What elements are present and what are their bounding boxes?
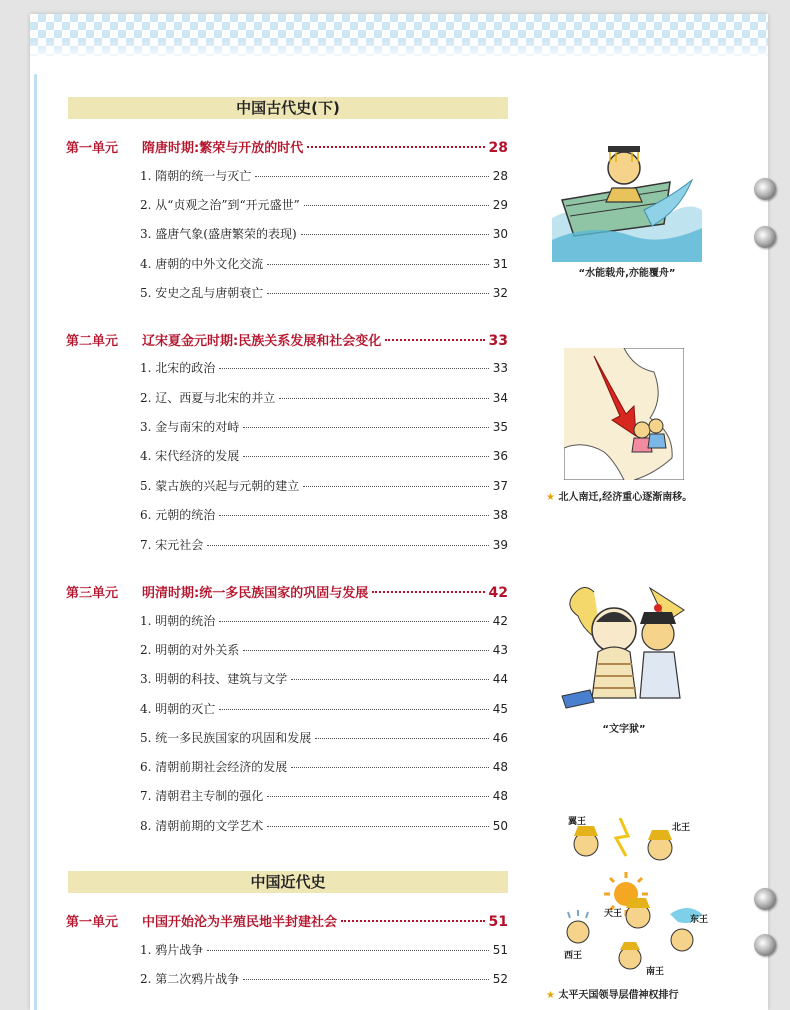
toc-entry[interactable] bbox=[140, 447, 508, 467]
leader-dots bbox=[243, 456, 488, 457]
label-xiwang: 西王 bbox=[564, 951, 583, 961]
checker-fade bbox=[30, 40, 768, 62]
toc-entry[interactable] bbox=[140, 700, 508, 720]
unit-heading[interactable] bbox=[66, 137, 508, 157]
entry-page: 35 bbox=[492, 420, 508, 434]
entry-title: 3. 盛唐气象(盛唐繁荣的表现) bbox=[140, 227, 297, 241]
entry-page: 42 bbox=[492, 614, 508, 628]
toc-entry[interactable] bbox=[140, 477, 508, 497]
entry-title: 4. 唐朝的中外文化交流 bbox=[140, 257, 264, 271]
entry-title: 5. 安史之乱与唐朝衰亡 bbox=[140, 286, 264, 300]
leader-dots bbox=[207, 950, 488, 951]
caption-taiping-text: 太平天国领导层借神权排行 bbox=[558, 990, 679, 1001]
toc-entry[interactable] bbox=[140, 284, 508, 304]
entry-page: 30 bbox=[492, 227, 508, 241]
entry-page: 52 bbox=[492, 972, 508, 986]
leader-dots bbox=[372, 591, 484, 593]
leader-dots bbox=[291, 679, 488, 680]
entry-title: 5. 蒙古族的兴起与元朝的建立 bbox=[140, 479, 300, 493]
entry-page: 37 bbox=[492, 479, 508, 493]
toc-entry[interactable] bbox=[140, 758, 508, 778]
entry-title: 2. 从“贞观之治”到“开元盛世” bbox=[140, 198, 300, 212]
leader-dots bbox=[303, 486, 488, 487]
leader-dots bbox=[219, 368, 488, 369]
leader-dots bbox=[243, 979, 488, 980]
unit-label: 第一单元 bbox=[66, 141, 119, 156]
entry-title: 8. 清朝前期的文学艺术 bbox=[140, 819, 264, 833]
entry-page: 29 bbox=[492, 198, 508, 212]
toc-entry[interactable] bbox=[140, 612, 508, 632]
entry-title: 1. 隋朝的统一与灭亡 bbox=[140, 169, 252, 183]
leader-dots bbox=[267, 293, 488, 294]
section-title-modern: 中国近代史 bbox=[68, 871, 508, 893]
leader-dots bbox=[255, 176, 488, 177]
entry-title: 7. 宋元社会 bbox=[140, 538, 204, 552]
entry-title: 2. 明朝的对外关系 bbox=[140, 643, 240, 657]
leader-dots bbox=[341, 920, 485, 922]
toc-page bbox=[30, 14, 768, 1010]
entry-page: 28 bbox=[492, 169, 508, 183]
entry-title: 7. 清朝君主专制的强化 bbox=[140, 789, 264, 803]
entry-title: 1. 明朝的统治 bbox=[140, 614, 216, 628]
label-beiwang: 北王 bbox=[672, 823, 691, 833]
toc-entry[interactable] bbox=[140, 418, 508, 438]
leader-dots bbox=[279, 398, 488, 399]
toc-entry[interactable] bbox=[140, 817, 508, 837]
unit-heading[interactable] bbox=[66, 330, 508, 350]
entry-page: 45 bbox=[492, 702, 508, 716]
entry-title: 3. 金与南宋的对峙 bbox=[140, 420, 240, 434]
binder-ring-icon bbox=[754, 888, 776, 910]
binder-ring-icon bbox=[754, 226, 776, 248]
migration-map-illustration bbox=[564, 348, 684, 480]
toc-entry[interactable] bbox=[140, 167, 508, 187]
entry-page: 48 bbox=[492, 760, 508, 774]
toc-entry[interactable] bbox=[140, 359, 508, 379]
leader-dots bbox=[385, 339, 484, 341]
leader-dots bbox=[267, 796, 488, 797]
leader-dots bbox=[219, 621, 488, 622]
entry-page: 34 bbox=[492, 391, 508, 405]
entry-title: 3. 明朝的科技、建筑与文学 bbox=[140, 672, 288, 686]
entry-title: 4. 宋代经济的发展 bbox=[140, 449, 240, 463]
toc-entry[interactable] bbox=[140, 389, 508, 409]
unit-label: 第三单元 bbox=[66, 586, 119, 601]
entry-title: 1. 鸦片战争 bbox=[140, 943, 204, 957]
caption-inquisition: “文字狱” bbox=[602, 724, 646, 735]
entry-title: 5. 统一多民族国家的巩固和发展 bbox=[140, 731, 312, 745]
unit-label: 第二单元 bbox=[66, 334, 119, 349]
label-tianwang: 天王 bbox=[604, 909, 623, 919]
caption-taiping bbox=[546, 986, 746, 1001]
toc-entry[interactable] bbox=[140, 506, 508, 526]
leader-dots bbox=[219, 709, 488, 710]
label-dongwang: 东王 bbox=[690, 915, 709, 925]
leader-dots bbox=[207, 545, 488, 546]
caption-migration-text: 北人南迁,经济重心逐渐南移。 bbox=[558, 492, 693, 503]
entry-title: 6. 元朝的统治 bbox=[140, 508, 216, 522]
entry-title: 2. 辽、西夏与北宋的并立 bbox=[140, 391, 276, 405]
entry-page: 51 bbox=[492, 943, 508, 957]
entry-title: 2. 第二次鸦片战争 bbox=[140, 972, 240, 986]
unit-page: 28 bbox=[488, 140, 508, 156]
leader-dots bbox=[307, 146, 484, 148]
toc-entry[interactable] bbox=[140, 641, 508, 661]
leader-dots bbox=[219, 515, 488, 516]
toc-entry[interactable] bbox=[140, 536, 508, 556]
entry-page: 50 bbox=[492, 819, 508, 833]
entry-page: 48 bbox=[492, 789, 508, 803]
entry-page: 39 bbox=[492, 538, 508, 552]
entry-page: 36 bbox=[492, 449, 508, 463]
section-title-ancient: 中国古代史(下) bbox=[68, 97, 508, 119]
leader-dots bbox=[304, 205, 489, 206]
toc-entry[interactable] bbox=[140, 670, 508, 690]
leader-dots bbox=[291, 767, 488, 768]
entry-page: 32 bbox=[492, 286, 508, 300]
leader-dots bbox=[267, 264, 488, 265]
leader-dots bbox=[301, 234, 489, 235]
entry-title: 6. 清朝前期社会经济的发展 bbox=[140, 760, 288, 774]
unit-title: 辽宋夏金元时期:民族关系发展和社会变化 bbox=[142, 334, 382, 349]
entry-page: 33 bbox=[492, 361, 508, 375]
caption-boat: “水能载舟,亦能覆舟” bbox=[578, 268, 676, 279]
star-icon: ★ bbox=[546, 990, 555, 1001]
unit-page: 33 bbox=[488, 333, 508, 349]
binder-ring-icon bbox=[754, 934, 776, 956]
literary-inquisition-illustration bbox=[554, 582, 694, 712]
toc-entry[interactable] bbox=[140, 196, 508, 216]
toc-entry[interactable] bbox=[140, 787, 508, 807]
unit-page: 42 bbox=[488, 585, 508, 601]
toc-entry[interactable] bbox=[140, 729, 508, 749]
leader-dots bbox=[243, 650, 488, 651]
unit-heading[interactable] bbox=[66, 911, 508, 931]
leader-dots bbox=[243, 427, 488, 428]
star-icon: ★ bbox=[546, 492, 555, 503]
entry-page: 44 bbox=[492, 672, 508, 686]
unit-heading[interactable] bbox=[66, 582, 508, 602]
entry-page: 46 bbox=[492, 731, 508, 745]
left-margin-rule bbox=[34, 74, 37, 1010]
entry-title: 4. 明朝的灭亡 bbox=[140, 702, 216, 716]
unit-title: 隋唐时期:繁荣与开放的时代 bbox=[142, 141, 304, 156]
unit-label: 第一单元 bbox=[66, 915, 119, 930]
entry-page: 31 bbox=[492, 257, 508, 271]
toc-entry[interactable] bbox=[140, 225, 508, 245]
entry-page: 43 bbox=[492, 643, 508, 657]
label-nanwang: 南王 bbox=[646, 967, 665, 977]
entry-page: 38 bbox=[492, 508, 508, 522]
unit-title: 中国开始沦为半殖民地半封建社会 bbox=[142, 915, 338, 930]
label-yiwang: 翼王 bbox=[568, 817, 587, 827]
unit-title: 明清时期:统一多民族国家的巩固与发展 bbox=[142, 586, 369, 601]
emperor-boat-illustration bbox=[552, 140, 702, 262]
caption-migration bbox=[546, 488, 736, 503]
toc-entry[interactable] bbox=[140, 970, 508, 990]
entry-title: 1. 北宋的政治 bbox=[140, 361, 216, 375]
leader-dots bbox=[315, 738, 488, 739]
unit-page: 51 bbox=[488, 914, 508, 930]
binder-ring-icon bbox=[754, 178, 776, 200]
toc-entry[interactable] bbox=[140, 255, 508, 275]
leader-dots bbox=[267, 826, 488, 827]
toc-entry[interactable] bbox=[140, 941, 508, 961]
